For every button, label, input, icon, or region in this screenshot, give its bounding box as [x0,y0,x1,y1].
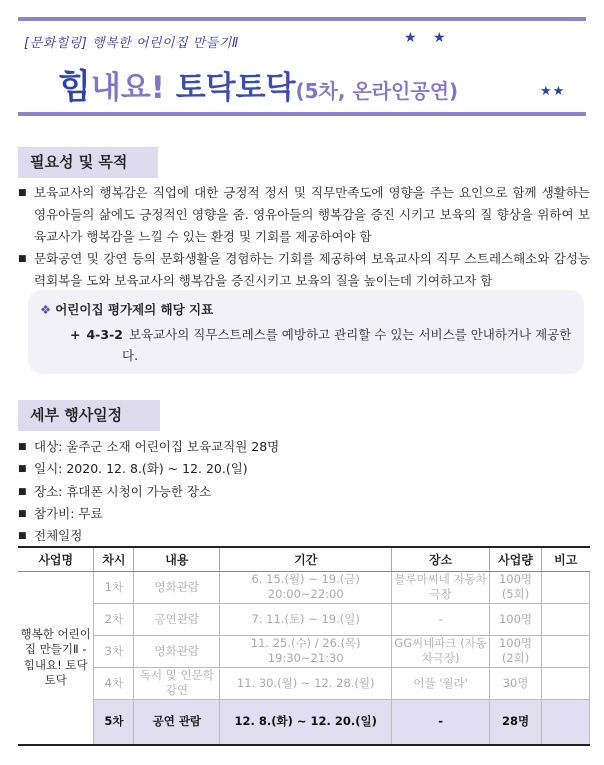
round-cell: 2차 [94,603,134,635]
column-header: 사업명 [18,547,94,571]
header-subtitle: [문화힐링] 행복한 어린이집 만들기Ⅱ [24,36,239,51]
period-cell: 6. 15.(월) ~ 19.(금) 20:00~22:00 [220,571,392,603]
list-item: ■ 대상: 울주군 소재 어린이집 보육교직원 28명 [18,436,590,458]
column-header: 사업량 [490,547,542,571]
content-cell: 영화관람 [134,571,220,603]
amount-cell: 28명 [490,699,542,745]
indicator-text: 보육교사의 직무스트레스를 예방하고 관리할 수 있는 서비스를 안내하거나 제공한다. [122,327,572,363]
place-cell: GG씨네파크 (자동차극장) [392,635,490,667]
list-item: ■ 전체일정 [18,525,590,547]
amount-cell: 100명 (5회) [490,571,542,603]
evaluation-note [28,290,584,374]
note-title: ❖ 어린이집 평가제의 해당 지표 [40,302,214,317]
page-title [58,59,458,108]
table-row [18,667,590,699]
column-header: 장소 [392,547,490,571]
column-header: 내용 [134,547,220,571]
column-header: 비고 [542,547,590,571]
place-cell: - [392,603,490,635]
schedule-heading: 세부 행사일정 [18,400,160,431]
list-item: ■ 보육교사의 행복감은 직업에 대한 긍정적 정서 및 직무만족도에 영향을 주는 요인으로 함께 생활하는 영유아들의 삶에도 긍정적인 영향을 줌. 영유아들의 행복감을 증진 시키고 보육의 질 향상을 위하여 보육교사가 행복감을 느낄 수 있는 환경 및 기회를 제공하여야 함 [18,182,590,248]
place-cell: 어플 '윌라' [392,667,490,699]
column-header: 차시 [94,547,134,571]
amount-cell: 30명 [490,667,542,699]
round-cell: 4차 [94,667,134,699]
period-cell: 11. 25.(수) / 26.(목) 19:30~21:30 [220,635,392,667]
content-cell: 독서 및 인문학 강연 [134,667,220,699]
table-header-row [18,547,590,571]
bottom-rule [18,112,586,116]
note-cell [542,635,590,667]
content-cell: 공연 관람 [134,699,220,745]
table-row [18,603,590,635]
content-cell: 영화관람 [134,635,220,667]
round-cell: 5차 [94,699,134,745]
amount-cell: 100명 [490,603,542,635]
plus-icon: + [70,327,81,342]
place-cell: - [392,699,490,745]
diamond-icon: ❖ [40,302,52,317]
amount-cell: 100명 (2회) [490,635,542,667]
table-row-highlighted [18,699,590,745]
note-cell [542,571,590,603]
title-part4: (5차, 온라인공연) [295,79,459,103]
table-row [18,635,590,667]
period-cell: 11. 30.(월) ~ 12. 28.(월) [220,667,392,699]
list-item: ■ 문화공연 및 강연 등의 문화생활을 경험하는 기회를 제공하여 보육교사의 직무 스트레스해소와 감성능력회복을 도와 보육교사의 행복감을 증진시키고 보육의 질을 높이는데 기여하고자 함 [18,248,590,292]
schedule-list [18,436,590,547]
round-cell: 3차 [94,635,134,667]
list-item: ■ 장소: 휴대폰 시청이 가능한 장소 [18,481,590,503]
place-cell: 블루마씨네 자동차극장 [392,571,490,603]
note-cell [542,667,590,699]
title-part2: 내요! [90,70,176,106]
list-item: ■ 참가비: 무료 [18,503,590,525]
column-header: 기간 [220,547,392,571]
table-row [18,571,590,603]
period-cell: 12. 8.(화) ~ 12. 20.(일) [220,699,392,745]
content-cell: 공연관람 [134,603,220,635]
star-icon: ★ ★ [404,30,452,46]
round-cell: 1차 [94,571,134,603]
indicator-code: 4-3-2 [86,327,123,342]
program-name: 행복한 어린이집 만들기Ⅱ -힘내요! 토닥토닥 [18,571,94,745]
note-cell [542,699,590,745]
period-cell: 7. 11.(토) ~ 19.(일) [220,603,392,635]
list-item: ■ 일시: 2020. 12. 8.(화) ~ 12. 20.(일) [18,458,590,480]
title-part3: 토닥토닥 [175,70,296,106]
schedule-table [18,546,590,746]
purpose-heading: 필요성 및 목적 [18,147,158,178]
star-icon: ★★ [540,84,566,99]
note-item [40,324,572,366]
top-rule [18,17,586,21]
title-part1: 힘 [58,67,91,107]
note-cell [542,603,590,635]
purpose-list [18,182,590,292]
